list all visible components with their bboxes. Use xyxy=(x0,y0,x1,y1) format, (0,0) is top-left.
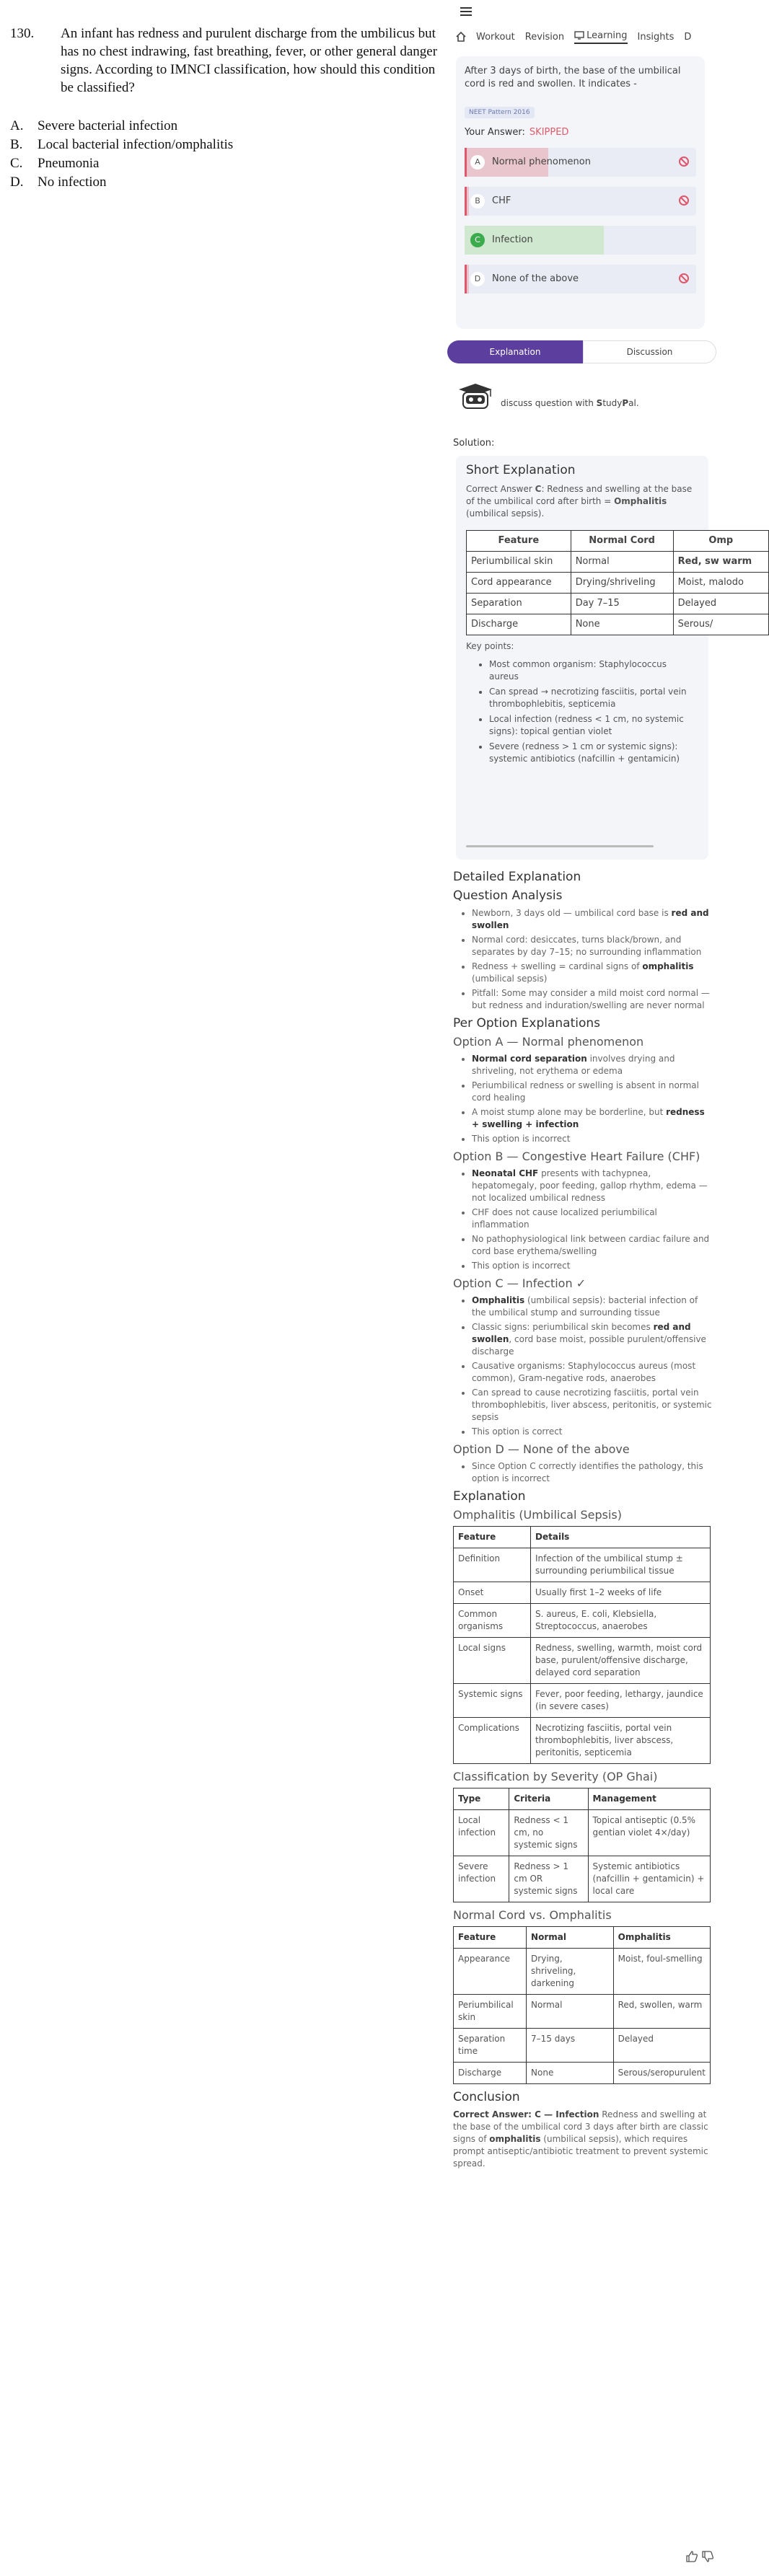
table-cell: Redness > 1 cm OR systemic signs xyxy=(509,1856,588,1902)
table-header-row xyxy=(454,1788,711,1810)
table-header-row xyxy=(454,1527,711,1548)
table-header: Feature xyxy=(454,1927,527,1949)
table-cell: Local infection xyxy=(454,1810,509,1856)
normal-vs-omphalitis-table xyxy=(453,1926,711,2084)
table-cell: Delayed xyxy=(673,594,768,614)
table-cell: Common organisms xyxy=(454,1604,531,1638)
ban-icon xyxy=(679,273,689,283)
table-cell: Cord appearance xyxy=(467,573,571,594)
table-cell: Appearance xyxy=(454,1949,527,1995)
option-heading: Option D — None of the above xyxy=(453,1442,630,1456)
key-points-list xyxy=(489,658,698,765)
table-row xyxy=(467,614,769,635)
monitor-icon xyxy=(574,31,584,40)
table-row xyxy=(454,1856,711,1902)
table-cell: Systemic antibiotics (nafcillin + gentamicin) + local care xyxy=(588,1856,710,1902)
ban-icon xyxy=(679,195,689,206)
list-item: • Severe (redness > 1 cm or systemic signs): systemic antibiotics (nafcillin + gentamicin) xyxy=(489,741,698,765)
short-answer: Correct Answer C: Redness and swelling at the base of the umbilical cord after birth = Omphalitis (umbilical sepsis). xyxy=(466,484,693,519)
list-item: • Newborn, 3 days old — umbilical cord base is red and swollen xyxy=(472,907,713,932)
table-cell: Periumbilical skin xyxy=(467,552,571,573)
table-row xyxy=(454,1638,711,1684)
option-heading: Option C — Infection ✓ xyxy=(453,1276,586,1290)
option-heading: Option B — Congestive Heart Failure (CHF) xyxy=(453,1150,700,1163)
nvo-heading: Normal Cord vs. Omphalitis xyxy=(453,1908,612,1922)
question-option-a: A. Severe bacterial infection xyxy=(10,118,178,133)
table-cell: Topical antiseptic (0.5% gentian violet 4×/day) xyxy=(588,1810,710,1856)
list-item: • Most common organism: Staphylococcus aureus xyxy=(489,658,698,683)
nav-insights[interactable]: Insights xyxy=(637,31,674,43)
detailed-explanation xyxy=(453,865,713,2170)
table-cell: Local signs xyxy=(454,1638,531,1684)
table-cell: Drying/shriveling xyxy=(571,573,673,594)
choice-label: CHF xyxy=(492,195,511,206)
omphalitis-table xyxy=(453,1526,711,1764)
qa-heading: Question Analysis xyxy=(453,888,563,903)
choices-list xyxy=(465,148,696,294)
app-panel xyxy=(447,0,752,2576)
table-header: Criteria xyxy=(509,1788,588,1810)
mcq-card xyxy=(456,56,705,329)
choice-label: Infection xyxy=(492,234,533,245)
list-item: • Classic signs: periumbilical skin becomes red and swollen, cord base moist, possible purulent/offensive discharge xyxy=(472,1321,713,1358)
list-item: • Since Option C correctly identifies the pathology, this option is incorrect xyxy=(472,1460,713,1485)
choice-label: Normal phenomenon xyxy=(492,156,591,167)
discuss-studypal[interactable] xyxy=(456,381,708,414)
robot-icon xyxy=(456,381,495,411)
option-points xyxy=(472,1460,713,1485)
home-icon xyxy=(456,32,466,42)
list-item: • Can spread to cause necrotizing fasciitis, portal vein thrombophlebitis, liver abscess, peritonitis, or systemic sepsis xyxy=(472,1387,713,1424)
table-header-row xyxy=(454,1927,711,1949)
table-cell: Red, sw warm xyxy=(673,552,768,573)
table-cell: Serous/seropurulent xyxy=(613,2063,710,2084)
choice-marker xyxy=(465,148,467,177)
list-item: • CHF does not cause localized periumbilical inflammation xyxy=(472,1207,713,1231)
table-row xyxy=(467,573,769,594)
solution-tabs xyxy=(447,340,716,363)
choice-d[interactable] xyxy=(465,265,696,294)
choice-label: None of the above xyxy=(492,273,579,284)
option-sections xyxy=(453,1035,713,1485)
feedback-bar xyxy=(453,2546,713,2567)
table-cell: Serous/ xyxy=(673,614,768,635)
list-item: • Omphalitis (umbilical sepsis): bacterial infection of the umbilical stump and surrounding tissue xyxy=(472,1294,713,1319)
table-cell: Necrotizing fasciitis, portal vein thrombophlebitis, liver abscess, peritonitis, septicemia xyxy=(531,1718,711,1764)
table-cell: Usually first 1–2 weeks of life xyxy=(531,1582,711,1604)
short-table xyxy=(466,530,769,635)
table-cell: Normal xyxy=(571,552,673,573)
choice-letter: B xyxy=(470,194,485,208)
list-item: • Periumbilical redness or swelling is absent in normal cord healing xyxy=(472,1080,713,1104)
table-row xyxy=(467,552,769,573)
table-cell: Separation time xyxy=(454,2029,527,2063)
list-item: • Causative organisms: Staphylococcus aureus (most common), Gram-negative rods, anaerobes xyxy=(472,1360,713,1385)
question-options xyxy=(10,117,443,192)
table-row xyxy=(454,1604,711,1638)
table-row xyxy=(454,1949,711,1995)
list-item: • Pitfall: Some may consider a mild moist cord normal — but redness and induration/swelling are never normal xyxy=(472,987,713,1012)
table-row xyxy=(454,1995,711,2029)
table-header: Normal xyxy=(527,1927,614,1949)
table-header: Management xyxy=(588,1788,710,1810)
conclusion-text: Correct Answer: C — Infection Redness and swelling at the base of the umbilical cord 3 days after birth are classic signs of omphalitis (umbilical sepsis), which requires prompt antiseptic/antibiotic treatment to prevent systemic spread. xyxy=(453,2109,708,2169)
choice-b[interactable] xyxy=(465,187,696,216)
nav-more[interactable]: D xyxy=(684,31,692,43)
nav-home[interactable] xyxy=(456,32,466,42)
table-row xyxy=(454,1548,711,1582)
list-item: • A moist stump alone may be borderline, but redness + swelling + infection xyxy=(472,1106,713,1131)
table-cell: Day 7–15 xyxy=(571,594,673,614)
table-cell: Moist, foul-smelling xyxy=(613,1949,710,1995)
list-item: • Local infection (redness < 1 cm, no systemic signs): topical gentian violet xyxy=(489,713,698,738)
horizontal-scrollbar[interactable] xyxy=(466,845,654,847)
table-cell: Infection of the umbilical stump ± surrounding periumbilical tissue xyxy=(531,1548,711,1582)
table-header: Feature xyxy=(454,1527,531,1548)
question-option-b: B. Local bacterial infection/omphalitis xyxy=(10,137,234,152)
tab-explanation[interactable]: Explanation xyxy=(447,340,583,363)
table-cell: Complications xyxy=(454,1718,531,1764)
choice-c[interactable] xyxy=(465,226,696,255)
table-cell: Systemic signs xyxy=(454,1684,531,1718)
choice-a[interactable] xyxy=(465,148,696,177)
short-explanation xyxy=(456,456,752,860)
table-cell: 7–15 days xyxy=(527,2029,614,2063)
choice-letter: D xyxy=(470,272,485,286)
table-row xyxy=(454,2029,711,2063)
table-row xyxy=(454,2063,711,2084)
table-cell: Discharge xyxy=(454,2063,527,2084)
table-row xyxy=(454,1582,711,1604)
table-row xyxy=(454,1684,711,1718)
table-cell: Normal xyxy=(527,1995,614,2029)
table-cell: Periumbilical skin xyxy=(454,1995,527,2029)
menu-icon[interactable] xyxy=(460,7,472,16)
table-header: Feature xyxy=(467,531,571,552)
table-cell: Definition xyxy=(454,1548,531,1582)
short-heading: Short Explanation xyxy=(466,463,576,477)
question-option-d: D. No infection xyxy=(10,175,107,190)
exam-tag: NEET Pattern 2016 xyxy=(465,107,535,118)
explanation-heading: Explanation xyxy=(453,1489,526,1504)
table-cell: Redness, swelling, warmth, moist cord base, purulent/offensive discharge, delayed cord separation xyxy=(531,1638,711,1684)
list-item: • Redness + swelling = cardinal signs of omphalitis (umbilical sepsis) xyxy=(472,961,713,985)
choice-letter: C xyxy=(470,233,485,247)
question-text: An infant has redness and purulent discharge from the umbilicus but has no chest indrawing, fast breathing, fever, or other general danger signs. According to IMNCI classification, how should this condition be classified? xyxy=(61,26,438,95)
table-cell: Discharge xyxy=(467,614,571,635)
nav-revision[interactable]: Revision xyxy=(524,31,565,43)
table-header: Omp xyxy=(673,531,768,552)
table-row xyxy=(454,1810,711,1856)
table-cell: Drying, shriveling, darkening xyxy=(527,1949,614,1995)
choice-letter: A xyxy=(470,155,485,169)
table-row xyxy=(467,594,769,614)
choice-marker xyxy=(465,265,467,294)
question-number: 130. xyxy=(10,26,35,41)
option-heading: Option A — Normal phenomenon xyxy=(453,1035,644,1049)
option-points xyxy=(472,1168,713,1272)
table-cell: None xyxy=(571,614,673,635)
class-heading: Classification by Severity (OP Ghai) xyxy=(453,1770,658,1783)
table-cell: Separation xyxy=(467,594,571,614)
table-cell: Red, swollen, warm xyxy=(613,1995,710,2029)
top-nav xyxy=(456,26,716,48)
table-cell: None xyxy=(527,2063,614,2084)
omph-heading: Omphalitis (Umbilical Sepsis) xyxy=(453,1508,622,1522)
table-header: Details xyxy=(531,1527,711,1548)
list-item: • Normal cord: desiccates, turns black/brown, and separates by day 7–15; no surrounding inflammation xyxy=(472,934,713,958)
list-item: • Can spread → necrotizing fasciitis, portal vein thrombophlebitis, septicemia xyxy=(489,686,698,710)
table-cell: Onset xyxy=(454,1582,531,1604)
conclusion-heading: Conclusion xyxy=(453,2090,520,2104)
tab-discussion[interactable]: Discussion xyxy=(583,340,716,363)
poe-heading: Per Option Explanations xyxy=(453,1016,600,1031)
thumbs-up-icon[interactable] xyxy=(685,2550,698,2563)
list-item: • No pathophysiological link between cardiac failure and cord base erythema/swelling xyxy=(472,1233,713,1258)
thumbs-down-icon[interactable] xyxy=(701,2550,714,2563)
solution-label: Solution: xyxy=(453,438,495,449)
table-cell: Moist, malodo xyxy=(673,573,768,594)
table-cell: Redness < 1 cm, no systemic signs xyxy=(509,1810,588,1856)
ban-icon xyxy=(679,156,689,167)
table-cell: Delayed xyxy=(613,2029,710,2063)
list-item: • This option is incorrect xyxy=(472,1260,713,1272)
choice-fill xyxy=(465,226,604,255)
table-row xyxy=(454,1718,711,1764)
nav-workout[interactable]: Workout xyxy=(476,31,515,43)
question-option-c: C. Pneumonia xyxy=(10,156,100,171)
list-item: • This option is correct xyxy=(472,1426,713,1438)
list-item: • Normal cord separation involves drying and shriveling, not erythema or edema xyxy=(472,1053,713,1077)
option-points xyxy=(472,1294,713,1438)
classification-table xyxy=(453,1788,711,1902)
your-answer: Your Answer: SKIPPED xyxy=(465,127,569,138)
choice-marker xyxy=(465,187,467,216)
table-cell: Severe infection xyxy=(454,1856,509,1902)
mcq-stem: After 3 days of birth, the base of the umbilical cord is red and swollen. It indicates - xyxy=(465,66,681,89)
table-cell: S. aureus, E. coli, Klebsiella, Streptococcus, anaerobes xyxy=(531,1604,711,1638)
list-item: • Neonatal CHF presents with tachypnea, hepatomegaly, poor feeding, gallop rhythm, edema — not localized umbilical redness xyxy=(472,1168,713,1204)
qa-list xyxy=(472,907,713,1012)
table-header: Omphalitis xyxy=(613,1927,710,1949)
table-cell: Fever, poor feeding, lethargy, jaundice (in severe cases) xyxy=(531,1684,711,1718)
key-points-label: Key points: xyxy=(466,641,514,651)
detailed-heading: Detailed Explanation xyxy=(453,870,581,884)
answer-status: SKIPPED xyxy=(529,127,569,138)
table-header: Normal Cord xyxy=(571,531,673,552)
list-item: • This option is incorrect xyxy=(472,1133,713,1145)
table-header: Type xyxy=(454,1788,509,1810)
option-points xyxy=(472,1053,713,1145)
nav-learning[interactable]: Learning xyxy=(574,30,627,44)
discuss-text: discuss question with StudyPal. xyxy=(501,398,639,408)
